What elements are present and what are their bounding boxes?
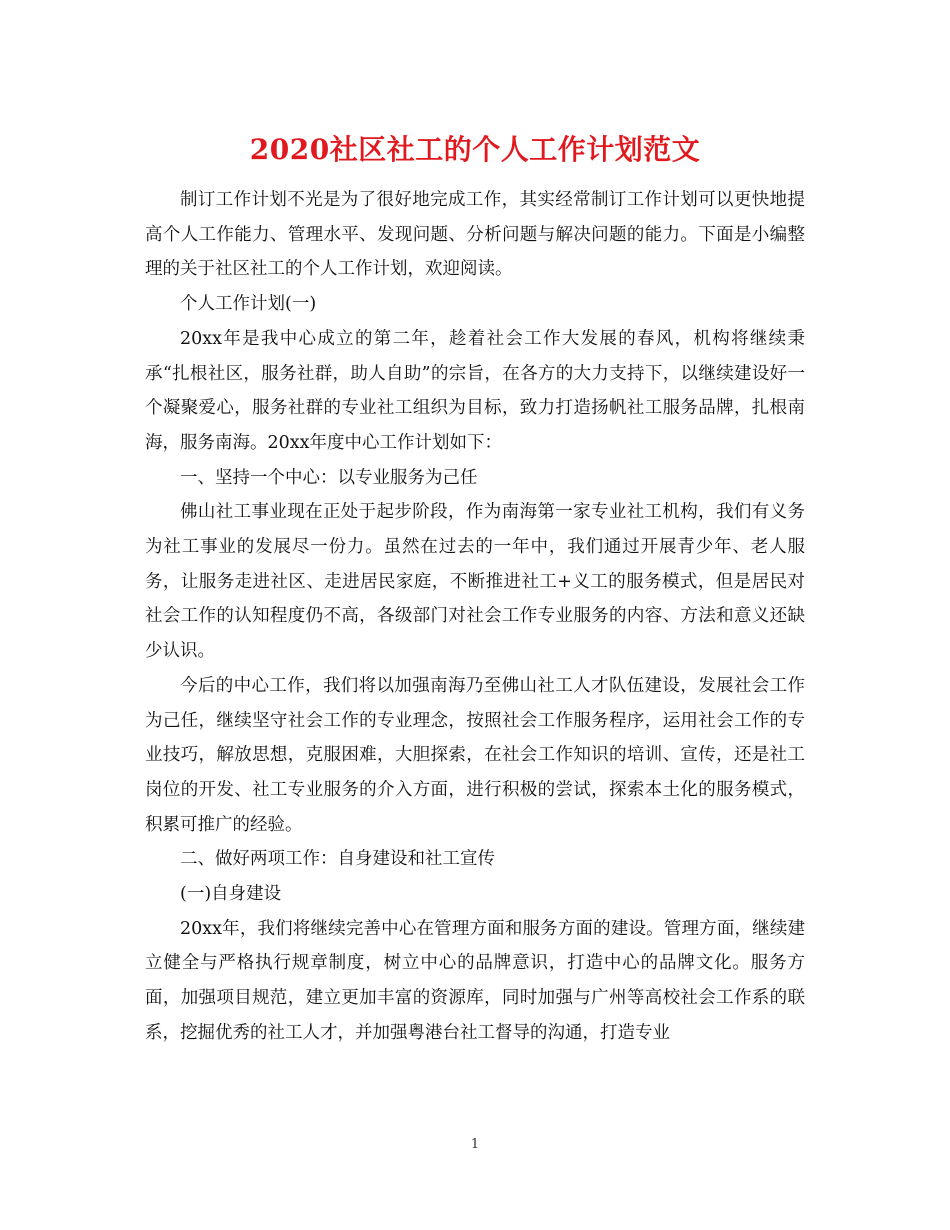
heading-self-building: (一)自身建设 [180, 884, 282, 905]
document-body [145, 183, 805, 1051]
heading-section-two: 二、做好两项工作：自身建设和社工宣传 [180, 849, 495, 870]
heading-section-one: 一、坚持一个中心：以专业服务为己任 [180, 467, 478, 488]
paragraph-foshan: 佛山社工事业现在正处于起步阶段，作为南海第一家专业社工机构，我们有义务为社工事业的发展尽一份力。虽然在过去的一年中，我们通过开展青少年、老人服务，让服务走进社区、走进居民家庭，不断推进社工+义工的服务模式，但是居民对社会工作的认知程度仍不高，各级部门对社会工作专业服务的内容、方法和意义还缺少认识。 [145, 502, 805, 662]
heading-plan-one: 个人工作计划(一) [180, 294, 317, 315]
document-title: 2020社区社工的个人工作计划范文 [249, 133, 701, 166]
paragraph-intro: 制订工作计划不光是为了很好地完成工作，其实经常制订工作计划可以更快地提高个人工作能力、管理水平、发现问题、分析问题与解决问题的能力。下面是小编整理的关于社区社工的个人工作计划，欢迎阅读。 [145, 190, 805, 280]
page-number: 1 [470, 1137, 480, 1152]
paragraph-future-work: 今后的中心工作，我们将以加强南海乃至佛山社工人才队伍建设，发展社会工作为己任，继续坚守社会工作的专业理念，按照社会工作服务程序，运用社会工作的专业技巧，解放思想，克服困难，大胆探索，在社会工作知识的培训、宣传，还是社工岗位的开发、社工专业服务的介入方面，进行积极的尝试，探索本土化的服务模式，积累可推广的经验。 [145, 675, 805, 835]
paragraph-overview: 20xx年是我中心成立的第二年，趁着社会工作大发展的春风，机构将继续秉承“扎根社区，服务社群，助人自助”的宗旨，在各方的大力支持下，以继续建设好一个凝聚爱心，服务社群的专业社工组织为目标，致力打造扬帆社工服务品牌，扎根南海，服务南海。20xx年度中心工作计划如下： [145, 328, 805, 453]
paragraph-self-building: 20xx年，我们将继续完善中心在管理方面和服务方面的建设。管理方面，继续建立健全与严格执行规章制度，树立中心的品牌意识，打造中心的品牌文化。服务方面，加强项目规范，建立更加丰富的资源库，同时加强与广州等高校社会工作系的联系，挖掘优秀的社工人才，并加强粤港台社工督导的沟通，打造专业 [145, 918, 805, 1043]
